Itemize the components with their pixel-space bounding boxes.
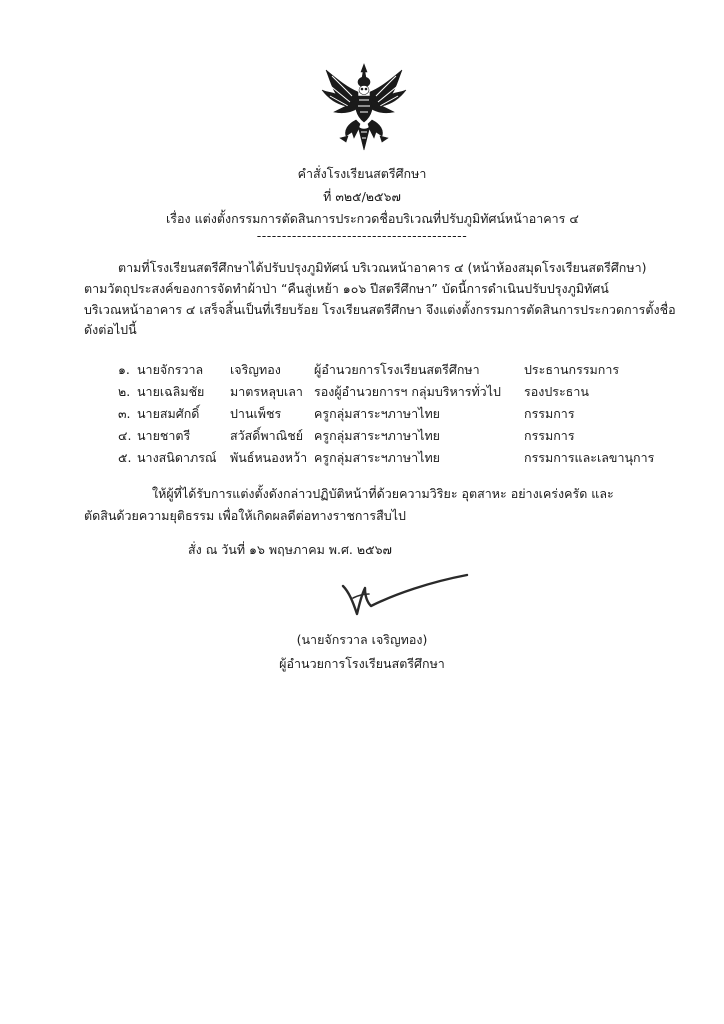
separator-line: ------------------------------------------ [256,228,468,243]
member-last-name: เจริญทอง [230,362,281,377]
member-role: กรรมการ [524,406,575,421]
member-role: รองประธาน [524,384,589,399]
document-subject: เรื่อง แต่งตั้งกรรมการตัดสินการประกวดชื่อบริเวณที่ปรับภูมิทัศน์หน้าอาคาร ๔ [166,211,579,226]
member-number: ๕. [118,450,132,465]
member-number: ๔. [118,428,132,443]
member-first-name: นายสมศักดิ์ [137,406,200,421]
handwritten-signature [335,572,470,620]
member-number: ๒. [118,384,131,399]
member-role: กรรมการและเลขานุการ [524,450,655,465]
member-position: ครูกลุ่มสาระฯภาษาไทย [314,428,441,443]
member-number: ๑. [118,362,130,377]
member-first-name: นางสนิดาภรณ์ [137,450,217,465]
document-title: คำสั่งโรงเรียนสตรีศึกษา [297,166,427,181]
member-position: ครูกลุ่มสาระฯภาษาไทย [314,406,441,421]
order-date: สั่ง ณ วันที่ ๑๖ พฤษภาคม พ.ศ. ๒๕๖๗ [188,542,392,557]
signatory-title: ผู้อำนวยการโรงเรียนสตรีศึกษา [279,656,445,671]
member-position: ครูกลุ่มสาระฯภาษาไทย [314,450,441,465]
signatory-name: (นายจักรวาล เจริญทอง) [296,632,428,647]
intro-line-4: ดังต่อไปนี้ [84,322,137,337]
intro-line-1: ตามที่โรงเรียนสตรีศึกษาได้ปรับปรุงภูมิทัศน์ บริเวณหน้าอาคาร ๔ (หน้าห้องสมุดโรงเรียนสตรีศึกษา) [118,260,647,275]
member-first-name: นายจักรวาล [137,362,204,377]
member-last-name: สวัสดิ์พาณิชย์ [230,428,304,443]
member-number: ๓. [118,406,131,421]
document-number: ที่ ๓๒๕/๒๕๖๗ [323,189,401,204]
closing-line-2: ตัดสินด้วยความยุติธรรม เพื่อให้เกิดผลดีต่อทางราชการสืบไป [84,508,406,523]
member-role: ประธานกรรมการ [524,362,620,377]
intro-line-3: บริเวณหน้าอาคาร ๔ เสร็จสิ้นเป็นที่เรียบร้อย โรงเรียนสตรีศึกษา จึงแต่งตั้งกรรมการตัดสินการประกวดการตั้งชื่อ [84,302,676,317]
member-first-name: นายชาตรี [137,428,191,443]
garuda-emblem [318,62,410,154]
member-last-name: มาตรหลุบเลา [230,384,303,399]
member-last-name: ปานเพ็ชร [230,406,282,421]
intro-line-2: ตามวัตถุประสงค์ของการจัดทำผ้าป่า “คืนสู่เหย้า ๑๐๖ ปีสตรีศึกษา” บัดนี้การดำเนินปรับปรุงภูมิทัศน์ [84,281,609,296]
member-first-name: นายเฉลิมชัย [137,384,205,399]
member-position: ผู้อำนวยการโรงเรียนสตรีศึกษา [314,362,480,377]
member-position: รองผู้อำนวยการฯ กลุ่มบริหารทั่วไป [314,384,501,399]
closing-line-1: ให้ผู้ที่ได้รับการแต่งตั้งดังกล่าวปฏิบัติหน้าที่ด้วยความวิริยะ อุตสาหะ อย่างเคร่งครัด และ [152,486,614,501]
member-role: กรรมการ [524,428,575,443]
member-last-name: พันธ์หนองหว้า [230,450,308,465]
